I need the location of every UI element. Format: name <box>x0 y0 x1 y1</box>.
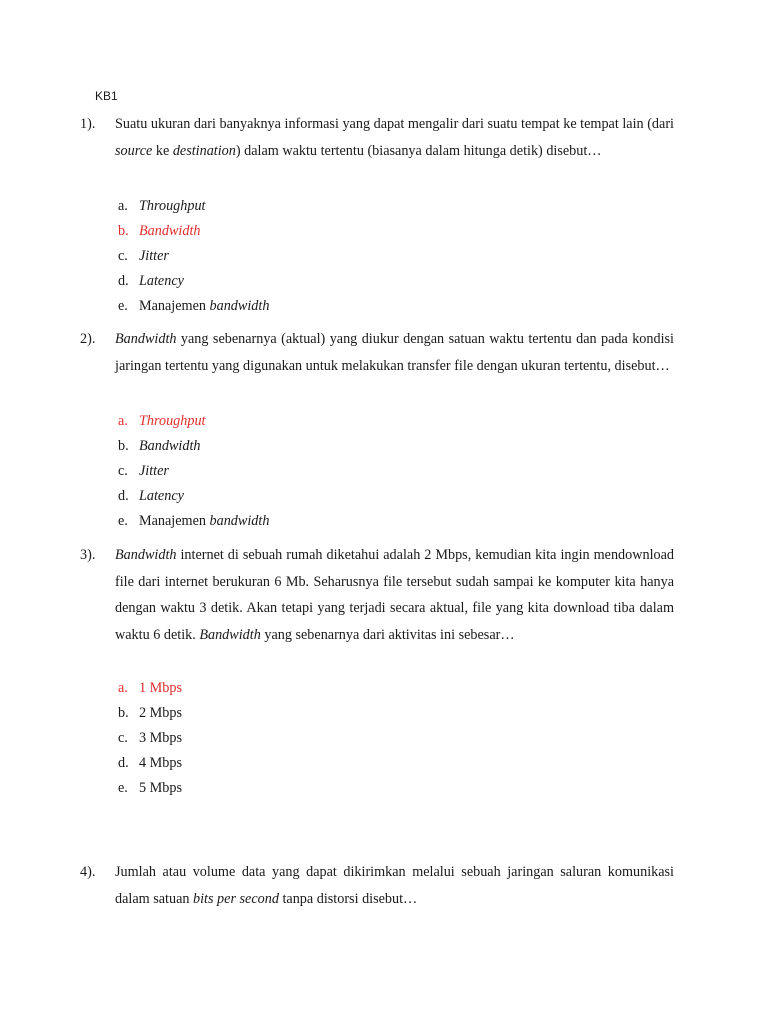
option-letter: c. <box>118 463 128 479</box>
question-number: 1). <box>80 116 96 132</box>
option-letter: b. <box>118 438 129 454</box>
option-item <box>118 484 269 509</box>
option-letter: e. <box>118 513 128 529</box>
italic-term: Throughput <box>139 198 206 214</box>
option-text <box>139 488 184 504</box>
option-text <box>139 298 269 314</box>
question-number: 3). <box>80 547 96 563</box>
italic-term: Latency <box>139 273 184 289</box>
italic-term: destination <box>172 142 236 159</box>
text-run: 4 Mbps <box>139 755 182 771</box>
options-list-1 <box>118 194 269 319</box>
option-text <box>139 413 205 429</box>
text-run: Suatu ukuran dari banyaknya informasi yang dapat mengalir dari suatu tempat ke tempat lain (dari <box>115 116 674 132</box>
option-item-correct <box>118 409 269 434</box>
text-run: 3 Mbps <box>139 730 182 746</box>
option-item <box>118 434 269 459</box>
option-letter: e. <box>118 780 128 796</box>
italic-term: Bandwidth <box>199 626 261 643</box>
option-letter: b. <box>118 705 129 721</box>
question-text <box>115 111 674 164</box>
option-text <box>139 513 269 529</box>
option-item <box>118 294 269 319</box>
text-run: yang sebenarnya dari aktivitas ini sebesar… <box>260 626 515 643</box>
option-text <box>139 198 205 214</box>
italic-term: Jitter <box>139 248 169 264</box>
question-3 <box>80 542 674 648</box>
text-run: yang sebenarnya (aktual) yang diukur dengan satuan waktu tertentu dan pada kondisi jaringan tertentu yang digunakan untuk melakukan transfer file dengan ukuran tertentu, disebut… <box>115 331 674 374</box>
option-letter: e. <box>118 298 128 314</box>
option-letter: a. <box>118 413 128 429</box>
italic-term: Bandwidth <box>115 331 177 347</box>
text-run: internet di sebuah rumah diketahui adalah 2 Mbps, kemudian kita ingin mendownload file dari internet berukuran 6 Mb. Seharusnya file tersebut sudah sampai ke komputer kita hanya dengan waktu 3 detik. Akan tetapi yang terjadi secara aktual, file yang kita download tiba dalam waktu 6 detik. <box>115 547 674 643</box>
option-item <box>118 244 269 269</box>
option-letter: a. <box>118 198 128 214</box>
option-text <box>139 755 182 771</box>
question-number: 2). <box>80 331 96 347</box>
italic-term: Bandwidth <box>115 547 177 563</box>
option-text <box>139 438 200 454</box>
italic-term: Throughput <box>139 413 206 429</box>
section-heading: KB1 <box>95 89 118 103</box>
italic-term: Jitter <box>139 463 169 479</box>
option-item <box>118 509 269 534</box>
italic-term: source <box>115 142 153 159</box>
option-text <box>139 463 169 479</box>
text-run: ke <box>152 142 173 159</box>
option-letter: c. <box>118 730 128 746</box>
text-run: Manajemen <box>139 513 210 529</box>
option-text <box>139 680 182 696</box>
option-letter: b. <box>118 223 129 239</box>
italic-term: Bandwidth <box>139 223 201 239</box>
italic-term: bits per second <box>193 890 279 907</box>
italic-term: bandwidth <box>209 298 270 314</box>
option-text <box>139 223 200 239</box>
text-run: Jumlah atau volume data yang dapat dikirimkan melalui sebuah jaringan saluran komunikasi dalam satuan <box>115 864 674 907</box>
text-run: 2 Mbps <box>139 705 182 721</box>
option-text <box>139 248 169 264</box>
option-text <box>139 273 184 289</box>
option-letter: d. <box>118 755 129 771</box>
option-text <box>139 780 182 796</box>
option-item-correct <box>118 219 269 244</box>
option-text <box>139 730 182 746</box>
option-item <box>118 701 182 726</box>
text-run: 5 Mbps <box>139 780 182 796</box>
options-list-2 <box>118 409 269 534</box>
option-item-correct <box>118 676 182 701</box>
text-run: Manajemen <box>139 298 210 314</box>
question-text <box>115 326 674 379</box>
option-item <box>118 776 182 801</box>
text-run: 1 Mbps <box>139 680 182 696</box>
question-1 <box>80 111 674 164</box>
question-text <box>115 859 674 912</box>
option-letter: c. <box>118 248 128 264</box>
question-2 <box>80 326 674 379</box>
question-number: 4). <box>80 864 96 880</box>
option-letter: d. <box>118 488 129 504</box>
option-item <box>118 726 182 751</box>
option-letter: d. <box>118 273 129 289</box>
option-item <box>118 269 269 294</box>
text-run: ) dalam waktu tertentu (biasanya dalam hitunga detik) disebut… <box>235 142 602 159</box>
option-item <box>118 751 182 776</box>
option-item <box>118 459 269 484</box>
italic-term: Latency <box>139 488 184 504</box>
options-list-3 <box>118 676 182 801</box>
text-run: tanpa distorsi disebut… <box>278 890 418 907</box>
italic-term: bandwidth <box>209 513 270 529</box>
option-item <box>118 194 269 219</box>
question-text <box>115 542 674 648</box>
question-4 <box>80 859 674 912</box>
option-text <box>139 705 182 721</box>
option-letter: a. <box>118 680 128 696</box>
italic-term: Bandwidth <box>139 438 201 454</box>
